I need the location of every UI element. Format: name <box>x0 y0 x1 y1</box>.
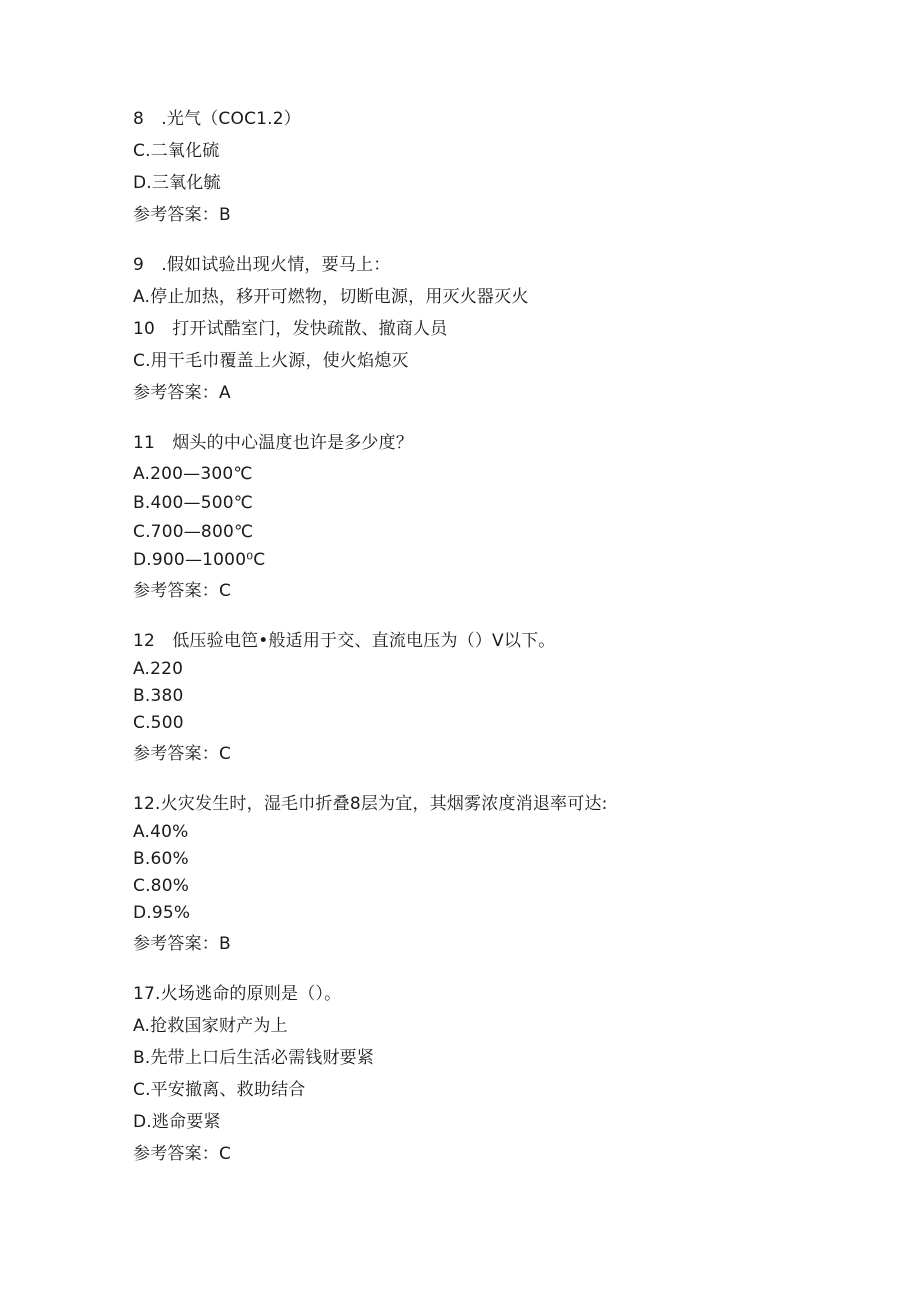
option-d: D.95% <box>133 903 191 923</box>
answer-key: 参考答案：C <box>133 744 232 764</box>
option-b: B.60% <box>133 849 189 869</box>
option-a: A.40% <box>133 822 189 842</box>
option-b: B.先带上口后生活必需钱财要紧 <box>133 1048 375 1068</box>
question-12: 12 低压验电笆•般适用于交、直流电压为（）V以下。 <box>133 631 556 651</box>
answer-key: 参考答案：C <box>133 1144 232 1164</box>
answer-key: 参考答案：C <box>133 581 232 601</box>
option-b: B.380 <box>133 686 184 706</box>
question-10: 10 打开试酷室门，发快疏散、撤商人员 <box>133 319 448 339</box>
option-c: C.平安撤离、救助结合 <box>133 1080 306 1100</box>
option-c: C.用干毛巾覆盖上火源，使火焰熄灭 <box>133 351 409 371</box>
option-a: A.停止加热，移开可燃物，切断电源，用灭火器灭火 <box>133 287 529 307</box>
question-9: 9 .假如试验出现火情，要马上： <box>133 255 391 275</box>
option-b: B.400—500℃ <box>133 493 254 513</box>
question-8: 8 .光气（COC1.2） <box>133 109 301 129</box>
option-c: C.80% <box>133 876 190 896</box>
answer-key: 参考答案：B <box>133 205 231 225</box>
option-a: A.220 <box>133 659 184 679</box>
option-d: D.逃命要紧 <box>133 1112 221 1132</box>
answer-key: 参考答案：A <box>133 383 231 403</box>
option-c: C.500 <box>133 713 184 733</box>
option-c: C.700—800℃ <box>133 522 254 542</box>
option-c: C.二氧化硫 <box>133 141 220 161</box>
question-17: 17.火场逃命的原则是（）。 <box>133 984 342 1004</box>
option-a: A.200—300℃ <box>133 464 253 484</box>
option-d: D.900—1000⁰C <box>133 550 266 570</box>
option-a: A.抢救国家财产为上 <box>133 1016 288 1036</box>
option-d: D.三氧化毓 <box>133 173 221 193</box>
answer-key: 参考答案：B <box>133 934 231 954</box>
question-12b: 12.火灾发生时，湿毛巾折叠8层为宜，其烟雾浓度消退率可达: <box>133 794 608 814</box>
question-11: 11 烟头的中心温度也许是多少度？ <box>133 433 414 453</box>
